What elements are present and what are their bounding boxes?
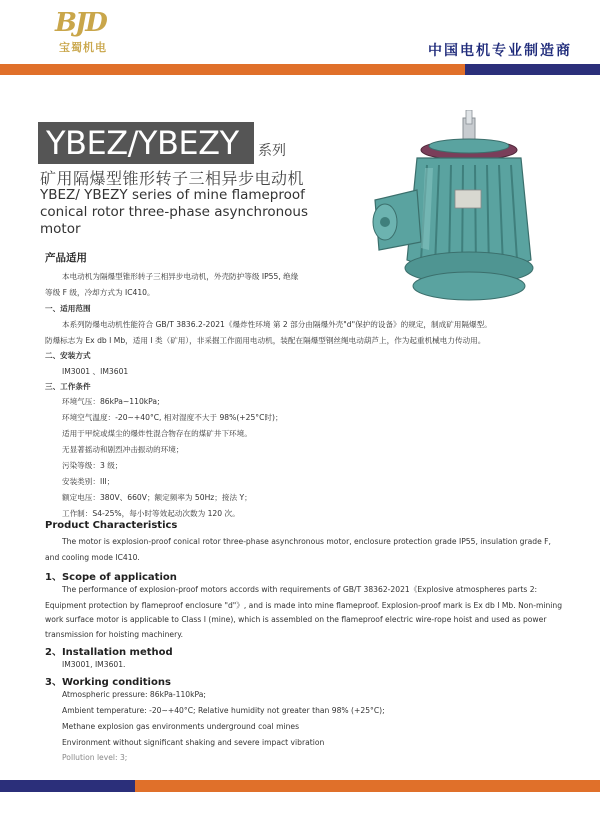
cn-paragraph-line: 本系列防爆电动机性能符合 GB/T 3836.2-2021《爆炸性环境 第 2 部分由隔爆外壳"d"保护的设备》的规定，制成矿用隔爆型。: [62, 320, 492, 329]
cn-heading: 产品适用: [45, 252, 87, 264]
en-condition-item: Atmospheric pressure: 86kPa-110kPa;: [62, 690, 206, 699]
cn-intro-line: 等级 F 级，冷却方式为 IC410。: [45, 288, 155, 297]
motor-image: [355, 110, 570, 315]
cn-condition-item: 环境气压：86kPa~110kPa;: [62, 397, 160, 406]
cn-section-title: 三、工作条件: [45, 382, 91, 391]
en-paragraph-line: work surface motor is applicable to Class I (mine), which is assembled on the flameproof electric wire-rope hoist and used as power: [45, 615, 547, 624]
cn-condition-item: 适用于甲烷或煤尘的爆炸性混合物存在的煤矿井下环境。: [62, 429, 252, 438]
en-section-title: 1、Scope of application: [45, 572, 177, 583]
en-condition-item: Pollution level: 3;: [62, 753, 128, 762]
page-title: YBEZ/YBEZY: [46, 124, 239, 162]
en-condition-item: Ambient temperature: -20~+40°C; Relative humidity not greater than 98% (+25°C);: [62, 706, 385, 715]
en-section-title: 3、Working conditions: [45, 677, 171, 688]
subtitle-en: YBEZ/ YBEZY series of mine flameproof conical rotor three-phase asynchronous motor: [40, 187, 308, 237]
cn-condition-item: 额定电压：380V、660V；额定频率为 50Hz；接法 Y；: [62, 493, 252, 502]
en-paragraph-line: IM3001, IM3601.: [62, 660, 126, 669]
cn-intro-line: 本电动机为隔爆型锥形转子三相异步电动机，外壳防护等级 IP55, 绝缘: [62, 272, 299, 281]
cn-condition-item: 工作制：S4-25%，每小时等效起动次数为 120 次。: [62, 509, 240, 518]
tagline: 中国电机专业制造商: [428, 43, 572, 59]
en-condition-item: Environment without significant shaking and severe impact vibration: [62, 738, 325, 747]
cn-condition-item: 环境空气温度：-20~+40°C, 相对湿度不大于 98%(+25°C时)；: [62, 413, 283, 422]
en-paragraph-line: Equipment protection by flameproof enclosure "d"》, and is made into mine flameproof. Explosion-proof mark is Ex db I Mb. Non-mining: [45, 601, 563, 610]
en-intro-line: and cooling mode IC410.: [45, 553, 140, 562]
en-intro-line: The motor is explosion-proof conical rotor three-phase asynchronous motor, enclosure protection grade IP55, insulation grade F,: [62, 537, 551, 546]
cn-section-title: 一、适用范围: [45, 304, 91, 313]
logo-mark: BJD: [55, 8, 106, 38]
cn-section-title: 二、安装方式: [45, 351, 91, 360]
cn-condition-item: 安装类别：III；: [62, 477, 115, 486]
cn-condition-item: 无显著摇动和剧烈冲击振动的环境；: [62, 445, 184, 454]
subtitle-cn: 矿用隔爆型锥形转子三相异步电动机: [40, 169, 305, 188]
en-section-title: 2、Installation method: [45, 647, 173, 658]
en-heading: Product Characteristics: [45, 520, 178, 531]
cn-paragraph-line: 防爆标志为 Ex db I Mb，适用 I 类（矿用），非采掘工作面用电动机，装配在隔爆型钢丝绳电动葫芦上，作为起重机械电力传动用。: [45, 336, 486, 345]
title-suffix: 系列: [258, 143, 286, 159]
company-logo: [55, 8, 135, 56]
top-color-band: [0, 64, 600, 75]
en-condition-item: Methane explosion gas environments underground coal mines: [62, 722, 300, 731]
logo-name: 宝蜀机电: [59, 41, 107, 54]
cn-paragraph-line: IM3001 、IM3601: [62, 367, 129, 376]
en-paragraph-line: The performance of explosion-proof motors accords with requirements of GB/T 38362-2021《Explosive atmospheres parts 2:: [62, 585, 538, 594]
cn-condition-item: 污染等级：3 级；: [62, 461, 123, 470]
bottom-color-band: [0, 780, 600, 792]
en-paragraph-line: transmission for hoisting machinery.: [45, 630, 184, 639]
